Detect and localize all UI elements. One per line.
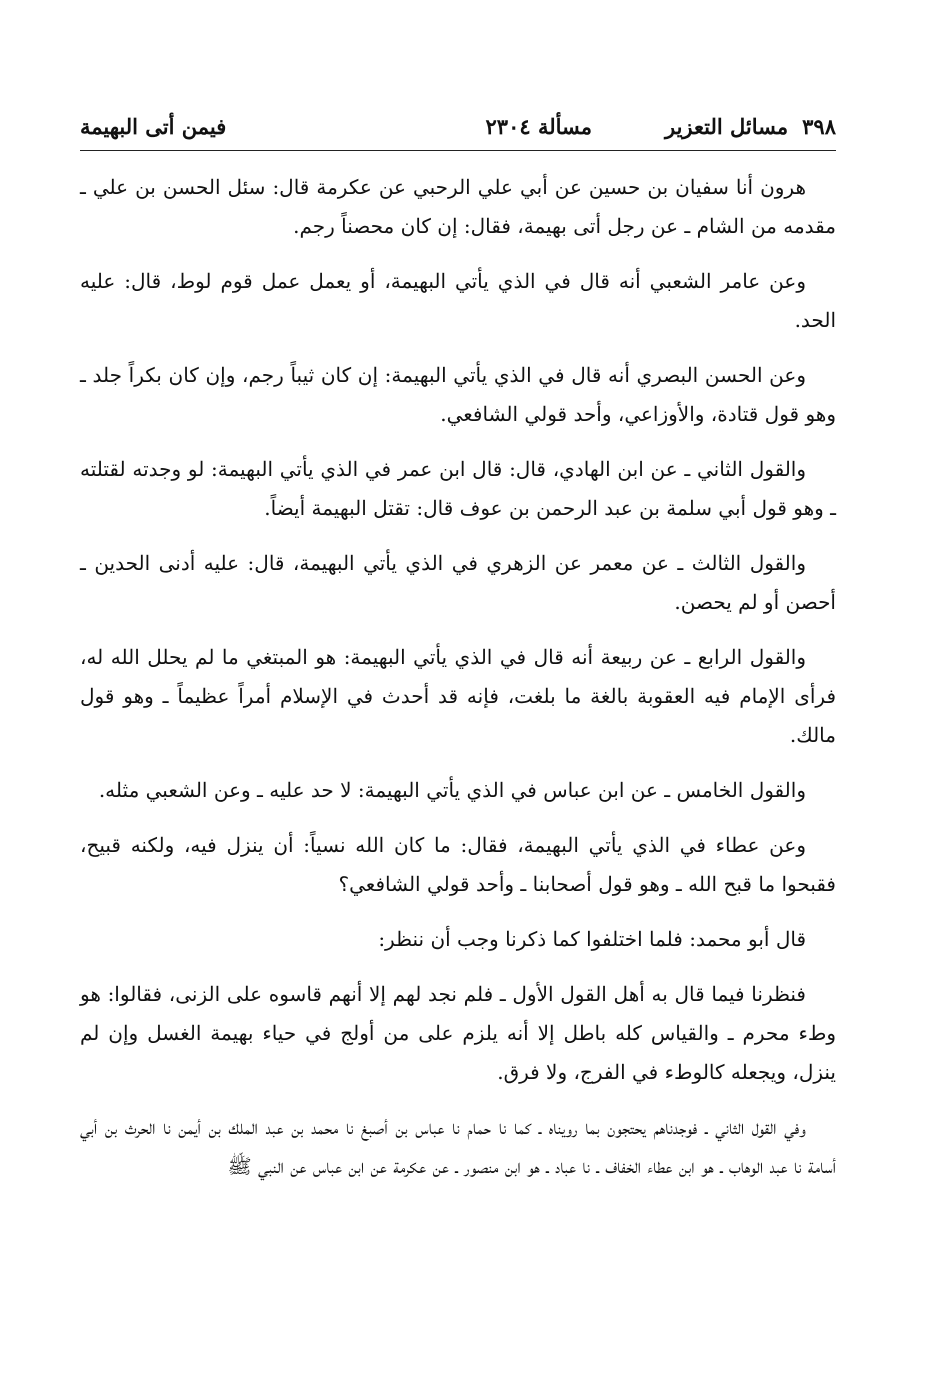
header-divider xyxy=(80,150,836,151)
paragraph: والقول الخامس ـ عن ابن عباس في الذي يأتي البهيمة: لا حد عليه ـ وعن الشعبي مثله. xyxy=(98,778,806,802)
issue-number: مسألة ٢٣٠٤ xyxy=(485,114,592,139)
book-section-title: مسائل التعزير xyxy=(664,114,789,139)
paragraph: هرون أنا سفيان بن حسين عن أبي علي الرحبي عن عكرمة قال: سئل الحسن بن علي ـ مقدمه من الشام ـ عن رجل أتى بهيمة، فقال: إن كان محصناً رجم. xyxy=(80,175,836,238)
paragraph: فنظرنا فيما قال به أهل القول الأول ـ فلم نجد لهم إلا أنهم قاسوه على الزنى، فقالوا: هو وطء محرم ـ والقياس كله باطل إلا أنه يلزم على من أولج في حياء بهيمة الغسل وإن لم ينزل، ويجعله كالوطء في الفرج، ولا فرق. xyxy=(80,982,836,1084)
running-header xyxy=(80,106,836,146)
paragraph: والقول الثاني ـ عن ابن الهادي، قال: قال ابن عمر في الذي يأتي البهيمة: لو وجدته لقتلته ـ وهو قول أبي سلمة بن عبد الرحمن بن عوف قال: تقتل البهيمة أيضاً. xyxy=(80,457,836,520)
main-text xyxy=(80,168,836,1202)
paragraph: والقول الرابع ـ عن ربيعة أنه قال في الذي يأتي البهيمة: هو المبتغي ما لم يحلل الله له، فرأى الإمام فيه العقوبة بالغة ما بلغت، فإنه قد أحدث في الإسلام أمراً عظيماً ـ وهو قول مالك. xyxy=(80,645,836,747)
header-page-and-section xyxy=(665,114,836,139)
paragraph: والقول الثالث ـ عن معمر عن الزهري في الذي يأتي البهيمة، قال: عليه أدنى الحدين ـ أحصن أو لم يحصن. xyxy=(80,551,836,614)
paragraph: قال أبو محمد: فلما اختلفوا كما ذكرنا وجب أن ننظر: xyxy=(378,927,806,951)
page-number: ٣٩٨ xyxy=(802,114,836,139)
paragraph: وعن عامر الشعبي أنه قال في الذي يأتي البهيمة، أو يعمل عمل قوم لوط، قال: عليه الحد. xyxy=(80,269,836,332)
paragraph: وفي القول الثاني ـ فوجدناهم يحتجون بما رويناه ـ كما نا حمام نا عباس بن أصبغ نا محمد بن عبد الملك بن أيمن نا الحرث بن أبي أسامة نا عبد الوهاب ـ هو ابن عطاء الخفاف ـ نا عباد ـ هو ابن منصور ـ عن عكرمة عن ابن عباس عن النبي ﷺ xyxy=(80,1115,836,1178)
chapter-title: فيمن أتى البهيمة xyxy=(80,114,227,139)
paragraph: وعن عطاء في الذي يأتي البهيمة، فقال: ما كان الله نسياً: أن ينزل فيه، ولكنه قبيح، فقبحوا ما قبح الله ـ وهو قول أصحابنا ـ وأحد قولي الشافعي؟ xyxy=(80,833,836,896)
paragraph: وعن الحسن البصري أنه قال في الذي يأتي البهيمة: إن كان ثيباً رجم، وإن كان بكراً جلد ـ وهو قول قتادة، والأوزاعي، وأحد قولي الشافعي. xyxy=(80,363,836,426)
